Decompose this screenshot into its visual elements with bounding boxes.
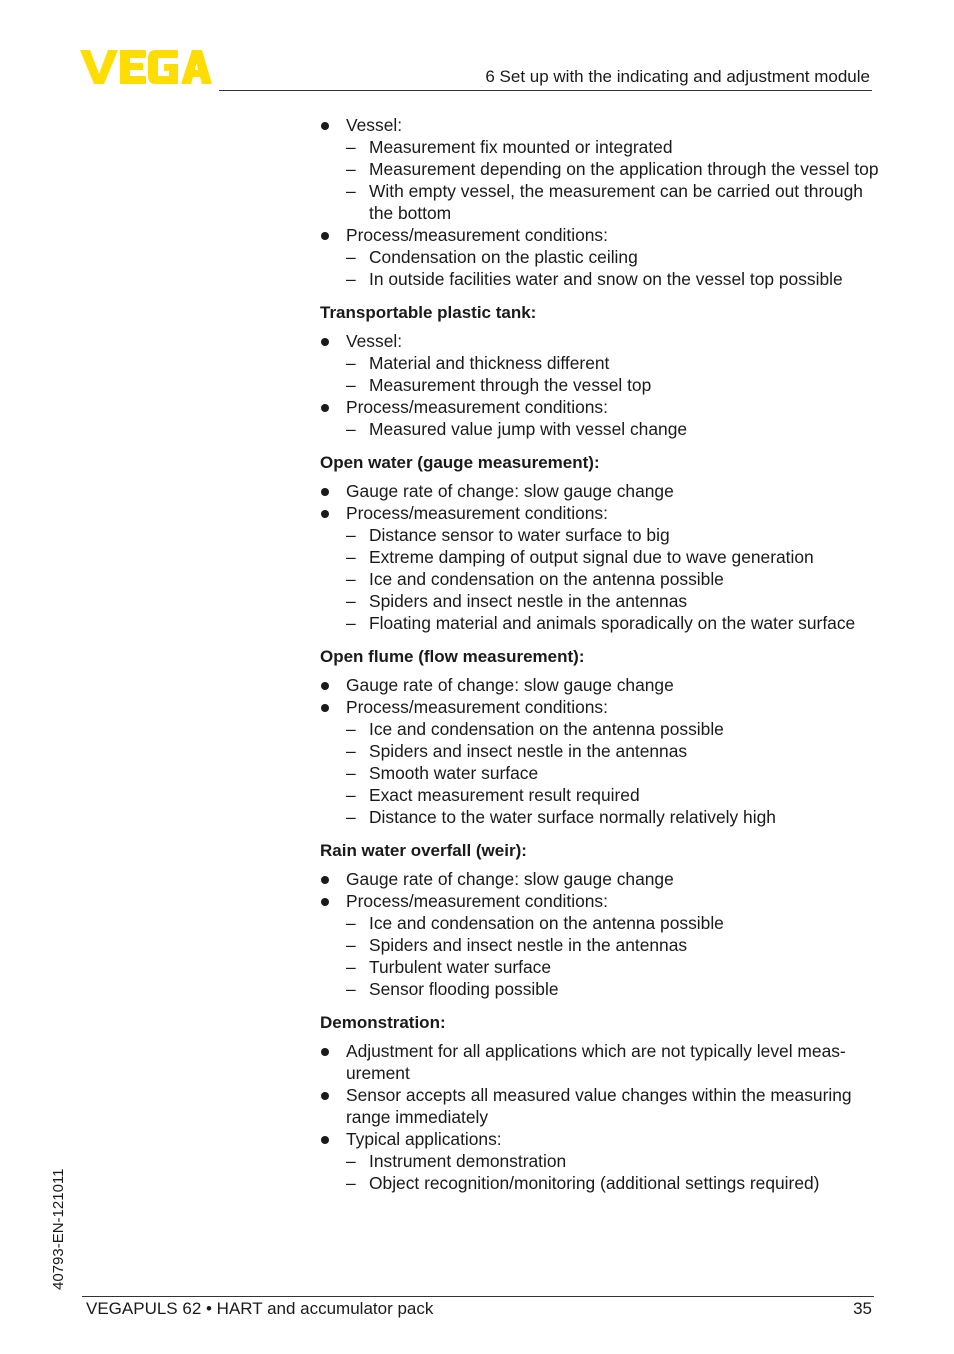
sub-item-text: Measurement through the vessel top xyxy=(369,375,652,395)
dash-icon: – xyxy=(346,419,356,439)
sub-item xyxy=(346,158,880,180)
document-body xyxy=(320,114,880,1194)
dash-icon: – xyxy=(346,719,356,739)
dash-icon: – xyxy=(346,375,356,395)
bullet-dot-icon xyxy=(321,122,329,130)
bullet-item xyxy=(320,480,880,502)
sub-item xyxy=(346,180,880,224)
sub-item xyxy=(346,524,880,546)
dash-icon: – xyxy=(346,913,356,933)
section-heading: Demonstration: xyxy=(320,1013,446,1032)
sub-item xyxy=(346,934,880,956)
bullet-text: Gauge rate of change: slow gauge change xyxy=(346,675,674,695)
sub-item xyxy=(346,762,880,784)
sub-item-text: Instrument demonstration xyxy=(369,1151,567,1171)
bullet-item xyxy=(320,890,880,1000)
document-code: 40793-EN-121011 xyxy=(50,1168,67,1290)
sub-item xyxy=(346,546,880,568)
sub-item-text: Spiders and insect nestle in the antennas xyxy=(369,935,688,955)
sub-item xyxy=(346,740,880,762)
sub-item xyxy=(346,1150,880,1172)
bullet-item xyxy=(320,330,880,396)
sub-list xyxy=(346,912,880,1000)
sub-item xyxy=(346,590,880,612)
dash-icon: – xyxy=(346,741,356,761)
bullet-dot-icon xyxy=(321,1136,329,1144)
bullet-item xyxy=(320,114,880,224)
bullet-text: Process/measurement conditions: xyxy=(346,225,608,245)
dash-icon: – xyxy=(346,979,356,999)
bullet-list xyxy=(320,1040,880,1194)
sub-item-text: Sensor flooding possible xyxy=(369,979,559,999)
dash-icon: – xyxy=(346,807,356,827)
sub-item-text: Spiders and insect nestle in the antennas xyxy=(369,591,688,611)
section-heading: Open water (gauge measurement): xyxy=(320,453,600,472)
bullet-text: Gauge rate of change: slow gauge change xyxy=(346,869,674,889)
section-heading: Open flume (flow measurement): xyxy=(320,647,585,666)
bullet-dot-icon xyxy=(321,232,329,240)
section-heading: Transportable plastic tank: xyxy=(320,303,537,322)
bullet-dot-icon xyxy=(321,704,329,712)
section-heading: Rain water overfall (weir): xyxy=(320,841,527,860)
bullet-list xyxy=(320,114,880,290)
section xyxy=(320,840,880,1000)
sub-item xyxy=(346,246,880,268)
bullet-text: Vessel: xyxy=(346,331,403,351)
bullet-text: Vessel: xyxy=(346,115,403,135)
bullet-text: Sensor accepts all measured value changes within the measuring range immediately xyxy=(346,1085,852,1127)
page-number: 35 xyxy=(853,1299,872,1318)
sub-item-text: Material and thickness different xyxy=(369,353,610,373)
sub-list xyxy=(346,1150,880,1194)
sub-item-text: Measurement fix mounted or integrated xyxy=(369,137,673,157)
bullet-item xyxy=(320,674,880,696)
sub-item xyxy=(346,612,880,634)
sub-item-text: Ice and condensation on the antenna possible xyxy=(369,913,724,933)
sub-item xyxy=(346,806,880,828)
section xyxy=(320,452,880,634)
dash-icon: – xyxy=(346,1173,356,1193)
sub-item-text: Floating material and animals sporadically on the water surface xyxy=(369,613,856,633)
sub-item xyxy=(346,912,880,934)
sub-item xyxy=(346,352,880,374)
section xyxy=(320,646,880,828)
dash-icon: – xyxy=(346,525,356,545)
sub-item xyxy=(346,956,880,978)
dash-icon: – xyxy=(346,935,356,955)
header-title: 6 Set up with the indicating and adjustment module xyxy=(485,67,870,86)
sub-list xyxy=(346,136,880,224)
dash-icon: – xyxy=(346,137,356,157)
sub-item-text: With empty vessel, the measurement can be carried out through the bottom xyxy=(369,181,863,223)
sub-list xyxy=(346,718,880,828)
dash-icon: – xyxy=(346,547,356,567)
sub-item-text: Object recognition/monitoring (additional settings required) xyxy=(369,1173,820,1193)
section xyxy=(320,114,880,290)
sub-item xyxy=(346,978,880,1000)
bullet-list xyxy=(320,480,880,634)
sub-item-text: Distance sensor to water surface to big xyxy=(369,525,670,545)
bullet-dot-icon xyxy=(321,1048,329,1056)
bullet-item xyxy=(320,696,880,828)
bullet-dot-icon xyxy=(321,404,329,412)
dash-icon: – xyxy=(346,785,356,805)
bullet-item xyxy=(320,1128,880,1194)
bullet-item xyxy=(320,502,880,634)
sub-item xyxy=(346,268,880,290)
sub-item-text: Exact measurement result required xyxy=(369,785,640,805)
bullet-text: Process/measurement conditions: xyxy=(346,697,608,717)
bullet-dot-icon xyxy=(321,876,329,884)
sub-item-text: Turbulent water surface xyxy=(369,957,552,977)
bullet-dot-icon xyxy=(321,1092,329,1100)
sub-item-text: Ice and condensation on the antenna possible xyxy=(369,569,724,589)
dash-icon: – xyxy=(346,159,356,179)
dash-icon: – xyxy=(346,269,356,289)
dash-icon: – xyxy=(346,957,356,977)
footer-divider xyxy=(82,1296,874,1297)
section xyxy=(320,1012,880,1194)
dash-icon: – xyxy=(346,1151,356,1171)
bullet-text: Process/measurement conditions: xyxy=(346,891,608,911)
bullet-dot-icon xyxy=(321,338,329,346)
sub-item xyxy=(346,568,880,590)
sub-item-text: Smooth water surface xyxy=(369,763,539,783)
dash-icon: – xyxy=(346,181,356,201)
sub-item xyxy=(346,784,880,806)
sub-item xyxy=(346,374,880,396)
bullet-text: Process/measurement conditions: xyxy=(346,503,608,523)
bullet-item xyxy=(320,868,880,890)
sub-item-text: Extreme damping of output signal due to wave generation xyxy=(369,547,814,567)
dash-icon: – xyxy=(346,247,356,267)
sub-item-text: Condensation on the plastic ceiling xyxy=(369,247,638,267)
vega-logo xyxy=(80,50,212,84)
bullet-list xyxy=(320,330,880,440)
bullet-item xyxy=(320,1084,880,1128)
sub-list xyxy=(346,524,880,634)
sub-item xyxy=(346,136,880,158)
bullet-list xyxy=(320,674,880,828)
dash-icon: – xyxy=(346,353,356,373)
bullet-dot-icon xyxy=(321,510,329,518)
bullet-text: Process/measurement conditions: xyxy=(346,397,608,417)
bullet-dot-icon xyxy=(321,682,329,690)
dash-icon: – xyxy=(346,613,356,633)
bullet-item xyxy=(320,224,880,290)
bullet-text: Adjustment for all applications which are not typically level meas- urement xyxy=(346,1041,846,1083)
sub-item-text: Ice and condensation on the antenna possible xyxy=(369,719,724,739)
bullet-text: Gauge rate of change: slow gauge change xyxy=(346,481,674,501)
sub-item-text: Measured value jump with vessel change xyxy=(369,419,688,439)
sub-item xyxy=(346,718,880,740)
sub-item-text: Distance to the water surface normally relatively high xyxy=(369,807,776,827)
header-divider xyxy=(219,90,872,91)
sub-item-text: Measurement depending on the application through the vessel top xyxy=(369,159,879,179)
dash-icon: – xyxy=(346,591,356,611)
sub-item xyxy=(346,1172,880,1194)
sub-list xyxy=(346,418,880,440)
bullet-list xyxy=(320,868,880,1000)
bullet-dot-icon xyxy=(321,898,329,906)
footer-product: VEGAPULS 62 • HART and accumulator pack xyxy=(86,1299,434,1318)
sub-item-text: Spiders and insect nestle in the antennas xyxy=(369,741,688,761)
sub-item-text: In outside facilities water and snow on the vessel top possible xyxy=(369,269,843,289)
bullet-dot-icon xyxy=(321,488,329,496)
bullet-item xyxy=(320,396,880,440)
sub-item xyxy=(346,418,880,440)
sub-list xyxy=(346,246,880,290)
sub-list xyxy=(346,352,880,396)
section xyxy=(320,302,880,440)
bullet-text: Typical applications: xyxy=(346,1129,502,1149)
bullet-item xyxy=(320,1040,880,1084)
dash-icon: – xyxy=(346,569,356,589)
dash-icon: – xyxy=(346,763,356,783)
